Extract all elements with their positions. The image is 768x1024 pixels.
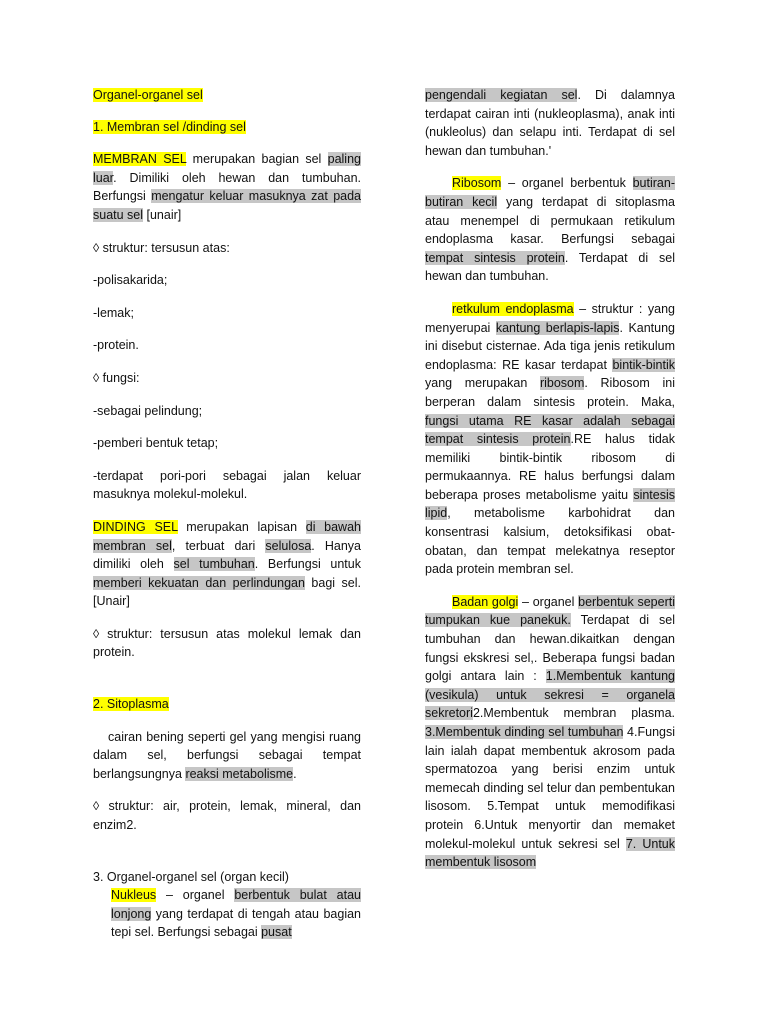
struktur-dinding: ◊ struktur: tersusun atas molekul lemak dan protein.: [93, 626, 361, 660]
list-item: -lemak;: [93, 305, 134, 320]
fungsi-label: ◊ fungsi:: [93, 370, 140, 385]
left-column: [93, 86, 361, 942]
heading-sitoplasma: 2. Sitoplasma: [93, 697, 169, 712]
paragraph-badan-golgi: Badan golgi – organel berbentuk seperti tumpukan kue panekuk. Terdapat di sel tumbuhan dan hewan.dikaitkan dengan fungsi ekskresi sel,. Beberapa fungsi badan golgi antara lain : 1.Membentuk kantung (vesikula) untuk sekresi = organela sekretori2.Membentuk membran plasma. 3.Membentuk dinding sel tumbuhan 4.Fungsi lain ialah dapat membentuk akrosom pada spermatozoa yang berisi enzim untuk memecah dinding sel telur dan pembentukan lisosom. 5.Tempat untuk memodifikasi protein 6.Untuk menyortir dan memaket molekul-molekul untuk sekresi sel 7. Untuk membentuk lisosom: [425, 594, 676, 870]
list-item: -protein.: [93, 338, 139, 353]
list-item: -sebagai pelindung;: [93, 403, 203, 418]
list-item: -polisakarida;: [93, 273, 168, 288]
paragraph-membran-sel: MEMBRAN SEL merupakan bagian sel paling luar. Dimiliki oleh hewan dan tumbuhan. Berfungsi mengatur keluar masuknya zat pada suatu sel [unair]: [93, 152, 361, 222]
struktur-membran: ◊ struktur: tersusun atas:: [93, 240, 230, 255]
list-item: -terdapat pori-pori sebagai jalan keluar masuknya molekul-molekul.: [93, 468, 361, 502]
paragraph-ribosom: Ribosom – organel berbentuk butiran-butiran kecil yang terdapat di sitoplasma atau menempel di permukaan retikulum endoplasma kasar. Berfungsi sebagai tempat sintesis protein. Terdapat di sel hewan dan tumbuhan.: [425, 176, 675, 284]
document-title: Organel-organel sel: [93, 88, 203, 102]
heading-organel: 3. Organel-organel sel (organ kecil): [93, 869, 289, 884]
paragraph-nukleus-continued: pengendali kegiatan sel. Di dalamnya terdapat cairan inti (nukleoplasma), anak inti (nukleolus) dan selapu inti. Terdapat di sel hewan dan tumbuhan.': [425, 88, 675, 158]
paragraph-sitoplasma: cairan bening seperti gel yang mengisi ruang dalam sel, berfungsi sebagai tempat berlangsungnya reaksi metabolisme.: [93, 729, 361, 781]
list-item: -pemberi bentuk tetap;: [93, 436, 219, 451]
paragraph-dinding-sel: DINDING SEL merupakan lapisan di bawah membran sel, terbuat dari selulosa. Hanya dimiliki oleh sel tumbuhan. Berfungsi untuk memberi kekuatan dan perlindungan bagi sel.[Unair]: [93, 519, 362, 609]
struktur-sitoplasma: ◊ struktur: air, protein, lemak, mineral, dan enzim2.: [93, 799, 361, 833]
paragraph-retikulum: retkulum endoplasma – struktur : yang menyerupai kantung berlapis-lapis. Kantung ini disebut cisternae. Ada tiga jenis retikulum endoplasma: RE kasar terdapat bintik-bintik yang merupakan ribosom. Ribosom ini berperan dalam sintesis protein. Maka, fungsi utama RE kasar adalah sebagai tempat sintesis protein.RE halus tidak memiliki bintik-bintik ribosom di permukaannya. RE halus berfungsi dalam beberapa proses metabolisme yaitu sintesis lipid, metabolisme karbohidrat dan konsentrasi kalsium, detoksifikasi obat-obatan, dan tempat melekatnya reseptor pada protein membran sel.: [425, 301, 676, 577]
paragraph-nukleus: Nukleus – organel berbentuk bulat atau lonjong yang terdapat di tengah atau bagian tepi sel. Berfungsi sebagai pusat: [111, 888, 361, 940]
right-column: [425, 86, 675, 872]
heading-membran-sel: 1. Membran sel /dinding sel: [93, 119, 246, 134]
